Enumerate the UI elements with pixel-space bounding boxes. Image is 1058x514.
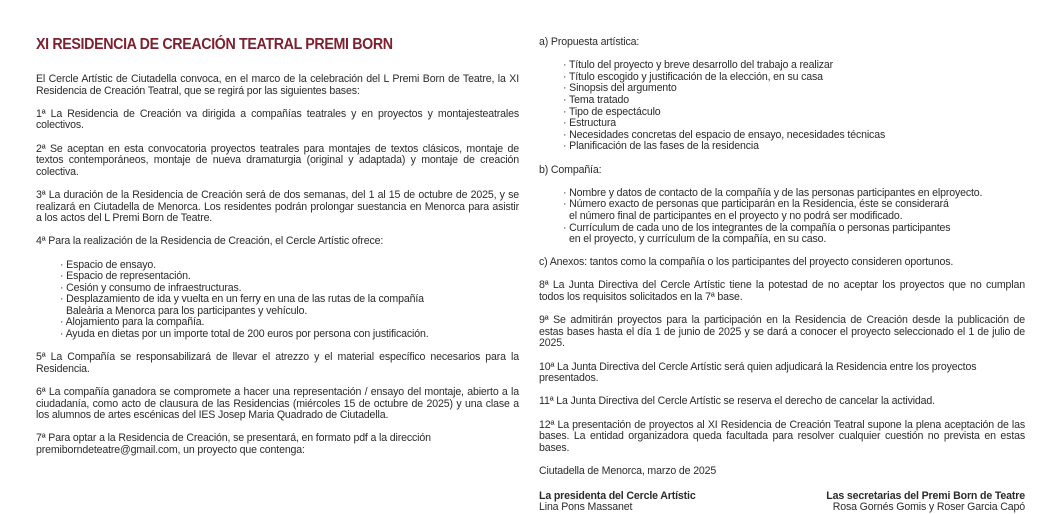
left-column: [36, 36, 519, 457]
base-12: 12ª La presentación de proyectos al XI Residencia de Creación Teatral supone la plena aceptación de las bases. La entidad organizadora queda facultada para resolver cualquier cuestión no prevista en estas bases.: [539, 418, 1025, 454]
base-7: 7ª Para optar a la Residencia de Creación, se presentará, en formato pdf a la dirección premiborndeteatre@gmail.com, un proyecto que contenga:: [36, 432, 431, 456]
base-9: 9ª Se admitirán proyectos para la participación en la Residencia de Creación desde la publicación de estas bases hasta el día 1 de junio de 2025 y se dará a conocer el proyecto seleccionado el 1 de julio de 2025.: [539, 314, 1025, 350]
base-6: 6ª La compañía ganadora se compromete a hacer una representación / ensayo del montaje, abierto a la ciudadanía, como acto de clausura de las Residencias (miércoles 15 de octubre de 2025) y una clase a los alumnos de artes escénicas del IES Josep Maria Quadrado de Ciutadella.: [36, 386, 519, 422]
list-item-continuation: el número final de participantes en el proyecto y no podrá ser modificado.: [569, 209, 903, 222]
base-2: 2ª Se aceptan en esta convocatoria proyectos teatrales para montajes de textos clásicos, montaje de textos contemporáneos, montaje de nueva dramaturgia (original y adaptada) y montaje de creación colectiva.: [36, 142, 519, 178]
list-item: · Número exacto de personas que participarán en la Residencia, éste se considerará: [563, 198, 949, 211]
list-item: · Tema tratado: [563, 93, 630, 106]
list-item: · Sinopsis del argumento: [563, 82, 677, 95]
base-11: 11ª La Junta Directiva del Cercle Artístic se reserva el derecho de cancelar la actividad.: [539, 395, 935, 408]
base-5: 5ª La Compañía se responsabilizará de llevar el atrezzo y el material específico necesarios para la Residencia.: [36, 351, 519, 375]
signature-right-title: Las secretarias del Premi Born de Teatre: [826, 489, 1025, 502]
base-3: 3ª La duración de la Residencia de Creación será de dos semanas, del 1 al 15 de octubre de 2025, y se realizará en Ciutadella de Menorca. Los residentes podrán prolongar suestancia en Menorca para asistir a los actos del L Premi Born de Teatre.: [36, 188, 519, 225]
list-item: · Planificación de las fases de la residencia: [563, 140, 759, 153]
list-item: · Alojamiento para la compañía.: [60, 316, 205, 329]
list-item: · Título escogido y justificación de la elección, en su casa: [563, 70, 823, 83]
section-b-label: b) Compañía:: [539, 163, 602, 176]
signature-left: [539, 491, 696, 514]
signature-left-name: Lina Pons Massanet: [539, 501, 633, 514]
signature-right-name: Rosa Gornés Gomis y Roser Garcia Capó: [832, 501, 1025, 514]
intro-paragraph: El Cercle Artístic de Ciutadella convoca, en el marco de la celebración del L Premi Born de Teatre, la XI Residencia de Creación Teatral, que se regirá por las siguientes bases:: [36, 73, 519, 97]
document-title: XI RESIDENCIA DE CREACIÓN TEATRAL PREMI BORN: [36, 36, 393, 53]
signature-right: [826, 491, 1025, 514]
section-a-list: [539, 60, 1025, 153]
list-item: · Nombre y datos de contacto de la compañía y de las personas participantes en elproyecto.: [563, 186, 983, 199]
list-item: · Título del proyecto y breve desarrollo del trabajo a realizar: [563, 59, 834, 72]
right-column: [539, 37, 1025, 514]
signature-left-title: La presidenta del Cercle Artístic: [539, 489, 696, 502]
list-item: · Cesión y consumo de infraestructuras.: [60, 281, 242, 294]
base-4: 4ª Para la realización de la Residencia de Creación, el Cercle Artístic ofrece:: [36, 235, 384, 248]
list-item: [539, 234, 1025, 246]
base-10: 10ª La Junta Directiva del Cercle Artístic será quien adjudicará la Residencia entre los proyectos presentados.: [539, 360, 977, 385]
base-4-list: [36, 260, 519, 341]
list-item: · Tipo de espectáculo: [563, 105, 661, 118]
list-item: · Estructura: [563, 117, 616, 130]
base-8: 8ª La Junta Directiva del Cercle Artístic tiene la potestad de no aceptar los proyectos que no cumplan todos los requisitos solicitados en la 7ª base.: [539, 279, 1025, 304]
section-b-list: [539, 188, 1025, 246]
list-item: · Espacio de representación.: [60, 270, 191, 283]
place-date: Ciutadella de Menorca, marzo de 2025: [539, 464, 717, 477]
list-item: · Currículum de cada uno de los integrantes de la compañía o personas participantes: [563, 221, 951, 234]
list-item: · Espacio de ensayo.: [60, 258, 156, 271]
list-item: [539, 211, 1025, 223]
signatures: [539, 491, 1025, 514]
list-item: · Ayuda en dietas por un importe total de 200 euros por persona con justificación.: [60, 328, 429, 341]
list-item-continuation: Baleària a Menorca para los participantes y vehículo.: [66, 304, 308, 317]
section-a-label: a) Propuesta artística:: [539, 36, 640, 48]
list-item-continuation: en el proyecto, y currículum de la compañía, en su caso.: [569, 233, 827, 246]
base-1: 1ª La Residencia de Creación va dirigida a compañías teatrales y en proyectos y montajesteatrales colectivos.: [36, 107, 519, 132]
list-item: · Necesidades concretas del espacio de ensayo, necesidades técnicas: [563, 128, 886, 141]
section-c: c) Anexos: tantos como la compañía o los participantes del proyecto consideren oportunos.: [539, 256, 954, 269]
list-item: · Desplazamiento de ida y vuelta en un ferry en una de las rutas de la compañía: [60, 293, 424, 306]
